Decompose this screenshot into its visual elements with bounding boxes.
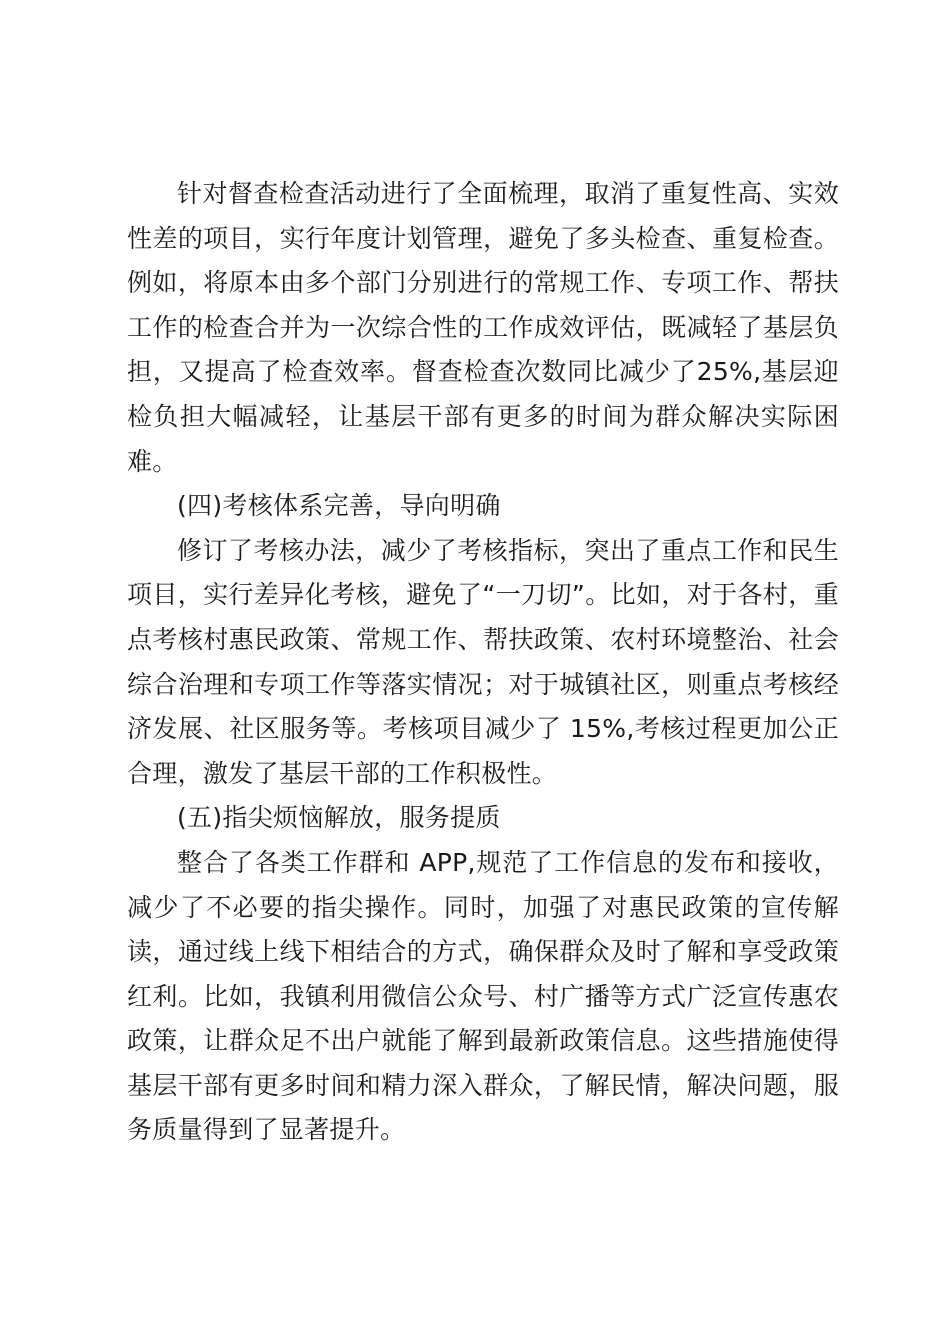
section-heading-digital-burden: (五)指尖烦恼解放，服务提质	[177, 803, 501, 833]
section-heading-assessment: (四)考核体系完善，导向明确	[177, 491, 501, 521]
paragraph-inspection-reduction: 针对督查检查活动进行了全面梳理，取消了重复性高、实效性差的项目，实行年度计划管理，避免了多头检查、重复检查。例如，将原本由多个部门分别进行的常规工作、专项工作、帮扶工作的检查合并为一次综合性的工作成效评估，既减轻了基层负担，又提高了检查效率。督查检查次数同比减少了25%,基层迎检负担大幅减轻，让基层干部有更多的时间为群众解决实际困难。	[127, 179, 839, 476]
paragraph-assessment-reform: 修订了考核办法，减少了考核指标，突出了重点工作和民生项目，实行差异化考核，避免了“一刀切”。比如，对于各村，重点考核村惠民政策、常规工作、帮扶政策、农村环境整治、社会综合治理和专项工作等落实情况；对于城镇社区，则重点考核经济发展、社区服务等。考核项目减少了 15%,考核过程更加公正合理，激发了基层干部的工作积极性。	[127, 535, 839, 788]
paragraph-digital-burden-relief: 整合了各类工作群和 APP,规范了工作信息的发布和接收，减少了不必要的指尖操作。同时，加强了对惠民政策的宣传解读，通过线上线下相结合的方式，确保群众及时了解和享受政策红利。比如，我镇利用微信公众号、村广播等方式广泛宣传惠农政策，让群众足不出户就能了解到最新政策信息。这些措施使得基层干部有更多时间和精力深入群众，了解民情，解决问题，服务质量得到了显著提升。	[127, 847, 839, 1145]
document-body	[127, 172, 839, 1153]
